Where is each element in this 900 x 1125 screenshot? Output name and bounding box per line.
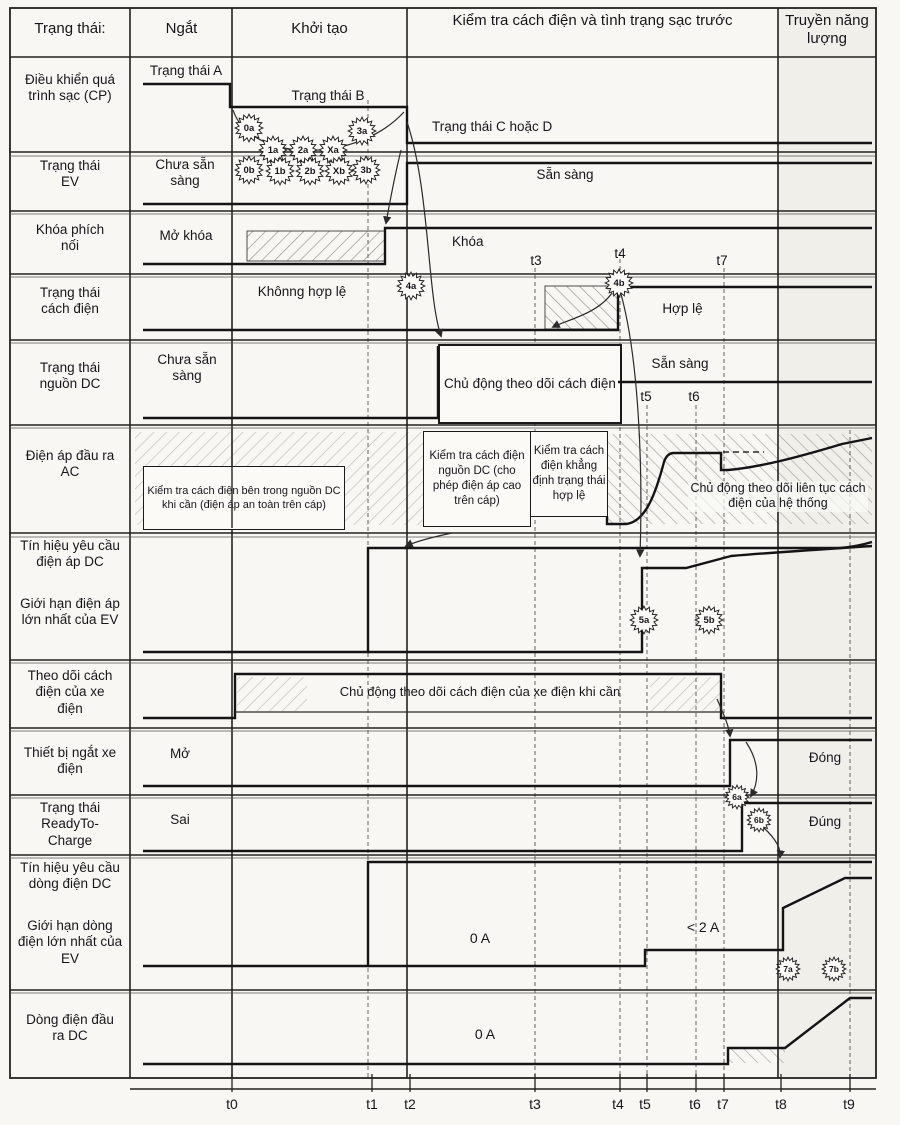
confirm-insulation-check-box [530, 431, 608, 517]
event-badge-6a: 6a [724, 784, 750, 810]
ev-not-ready-label: Chưa sẵn sàng [155, 157, 215, 189]
row-label-ev: Trạng thái EV [39, 158, 101, 190]
event-badge-2b: 2b [295, 156, 325, 186]
row-label-rtc: Trạng thái ReadyTo-Charge [39, 800, 101, 848]
phase-kiem-tra: Kiểm tra cách điện và tình trạng sạc trước [452, 12, 733, 29]
row-label-i-limit: Giới hạn dòng điện lớn nhất của EV [17, 918, 123, 966]
event-badge-4a: 4a [396, 271, 426, 301]
event-badge-7a: 7a [775, 956, 801, 982]
cp-state-a-label: Trạng thái A [149, 63, 223, 78]
axis-t6: t6 [689, 1096, 701, 1112]
cp-state-b-label: Trạng thái B [291, 88, 365, 103]
event-badge-Xa: Xa [318, 135, 348, 165]
event-badge-3a: 3a [347, 116, 377, 146]
dc-monitor-box-label: Chủ động theo dõi cách điện [444, 376, 616, 392]
row-label-dc-status: Trạng thái nguồn DC [39, 360, 101, 392]
event-badge-6b: 6b [746, 807, 772, 833]
row-label-disconnect: Thiết bị ngắt xe điện [23, 745, 117, 777]
row-label-v-request: Tín hiệu yêu cầu điện áp DC [20, 538, 120, 570]
internal-insulation-check-box [143, 466, 345, 530]
axis-t4: t4 [612, 1096, 624, 1112]
rtc-false-label: Sai [170, 812, 190, 827]
row-label-ac-voltage: Điện áp đầu ra AC [25, 448, 115, 480]
axis-t1: t1 [366, 1096, 378, 1112]
ev-monitor-box-label: Chủ động theo dõi cách điện của xe điện khi cần [339, 684, 621, 699]
axis-t5: t5 [639, 1096, 651, 1112]
event-badge-2a: 2a [288, 135, 318, 165]
phase-truyen-nang-luong: Truyền năng lượng [785, 12, 869, 48]
event-badge-0b: 0b [234, 155, 264, 185]
event-badge-5b: 5b [694, 605, 724, 635]
axis-t7: t7 [717, 1096, 729, 1112]
dc-not-ready-label: Chưa sẵn sàng [157, 352, 217, 384]
axis-t2: t2 [404, 1096, 416, 1112]
cp-state-cd-label: Trạng thái C hoặc D [432, 119, 553, 134]
dc-ready-label: Sẵn sàng [651, 356, 709, 371]
phase-khoi-tao: Khởi tạo [291, 20, 348, 37]
event-badge-1a: 1a [258, 135, 288, 165]
disconnect-open-label: Mở [169, 746, 191, 761]
insulation-invalid-label: Khônng hợp lệ [257, 284, 347, 299]
output-zero-amp-label: 0 A [474, 1026, 496, 1042]
event-badge-Xb: Xb [324, 156, 354, 186]
current-zero-amp-label: 0 A [469, 930, 491, 946]
insulation-valid-label: Hợp lệ [662, 301, 703, 316]
phase-ngat: Ngắt [165, 20, 198, 37]
row-label-i-request: Tín hiệu yêu cầu dòng điện DC [20, 860, 120, 892]
dc-monitor-box [438, 344, 622, 424]
source-insulation-check-label: Kiểm tra cách điện nguồn DC (cho phép điện áp cao trên cáp) [429, 450, 525, 507]
event-badge-3b: 3b [351, 155, 381, 185]
continuous-monitor-label: Chủ động theo dõi liên tục cách điện của hệ thống [688, 481, 868, 512]
disconnect-closed-label: Đóng [808, 750, 842, 765]
ev-ready-label: Sẵn sàng [536, 167, 594, 182]
event-badge-7b: 7b [821, 956, 847, 982]
event-badge-4b: 4b [604, 268, 634, 298]
t4-inline-label: t4 [614, 246, 626, 261]
event-badge-0a: 0a [234, 113, 264, 143]
row-label-cp: Điều khiển quá trình sạc (CP) [24, 72, 116, 104]
axis-t0: t0 [226, 1096, 238, 1112]
axis-t3: t3 [529, 1096, 541, 1112]
row-label-ev-monitor: Theo dõi cách điện của xe điện [27, 668, 113, 716]
confirm-insulation-check-label: Kiểm tra cách điện khẳng định trạng thái hợp lệ [532, 445, 606, 502]
event-badge-5a: 5a [629, 605, 659, 635]
lock-locked-label: Khóa [452, 234, 484, 249]
lock-unlocked-label: Mở khóa [159, 228, 213, 243]
state-header: Trạng thái: [34, 20, 106, 37]
t3-inline-label: t3 [530, 253, 542, 268]
t6-inline-label: t6 [688, 389, 700, 404]
row-label-lock: Khóa phích nối [35, 222, 105, 254]
source-insulation-check-box [423, 431, 531, 527]
row-label-v-limit: Giới hạn điện áp lớn nhất của EV [20, 596, 120, 628]
t5-inline-label: t5 [640, 389, 652, 404]
event-badge-1b: 1b [265, 156, 295, 186]
current-under-2a-label: < 2 A [686, 919, 720, 935]
axis-t9: t9 [843, 1096, 855, 1112]
t7-inline-label: t7 [716, 253, 728, 268]
axis-t8: t8 [775, 1096, 787, 1112]
row-label-insulation: Trạng thái cách điện [39, 285, 101, 317]
rtc-true-label: Đúng [808, 814, 842, 829]
internal-insulation-check-label: Kiểm tra cách điện bên trong nguồn DC khi cần (điện áp an toàn trên cáp) [147, 484, 341, 511]
row-label-dc-current: Dòng điện đầu ra DC [26, 1012, 114, 1044]
